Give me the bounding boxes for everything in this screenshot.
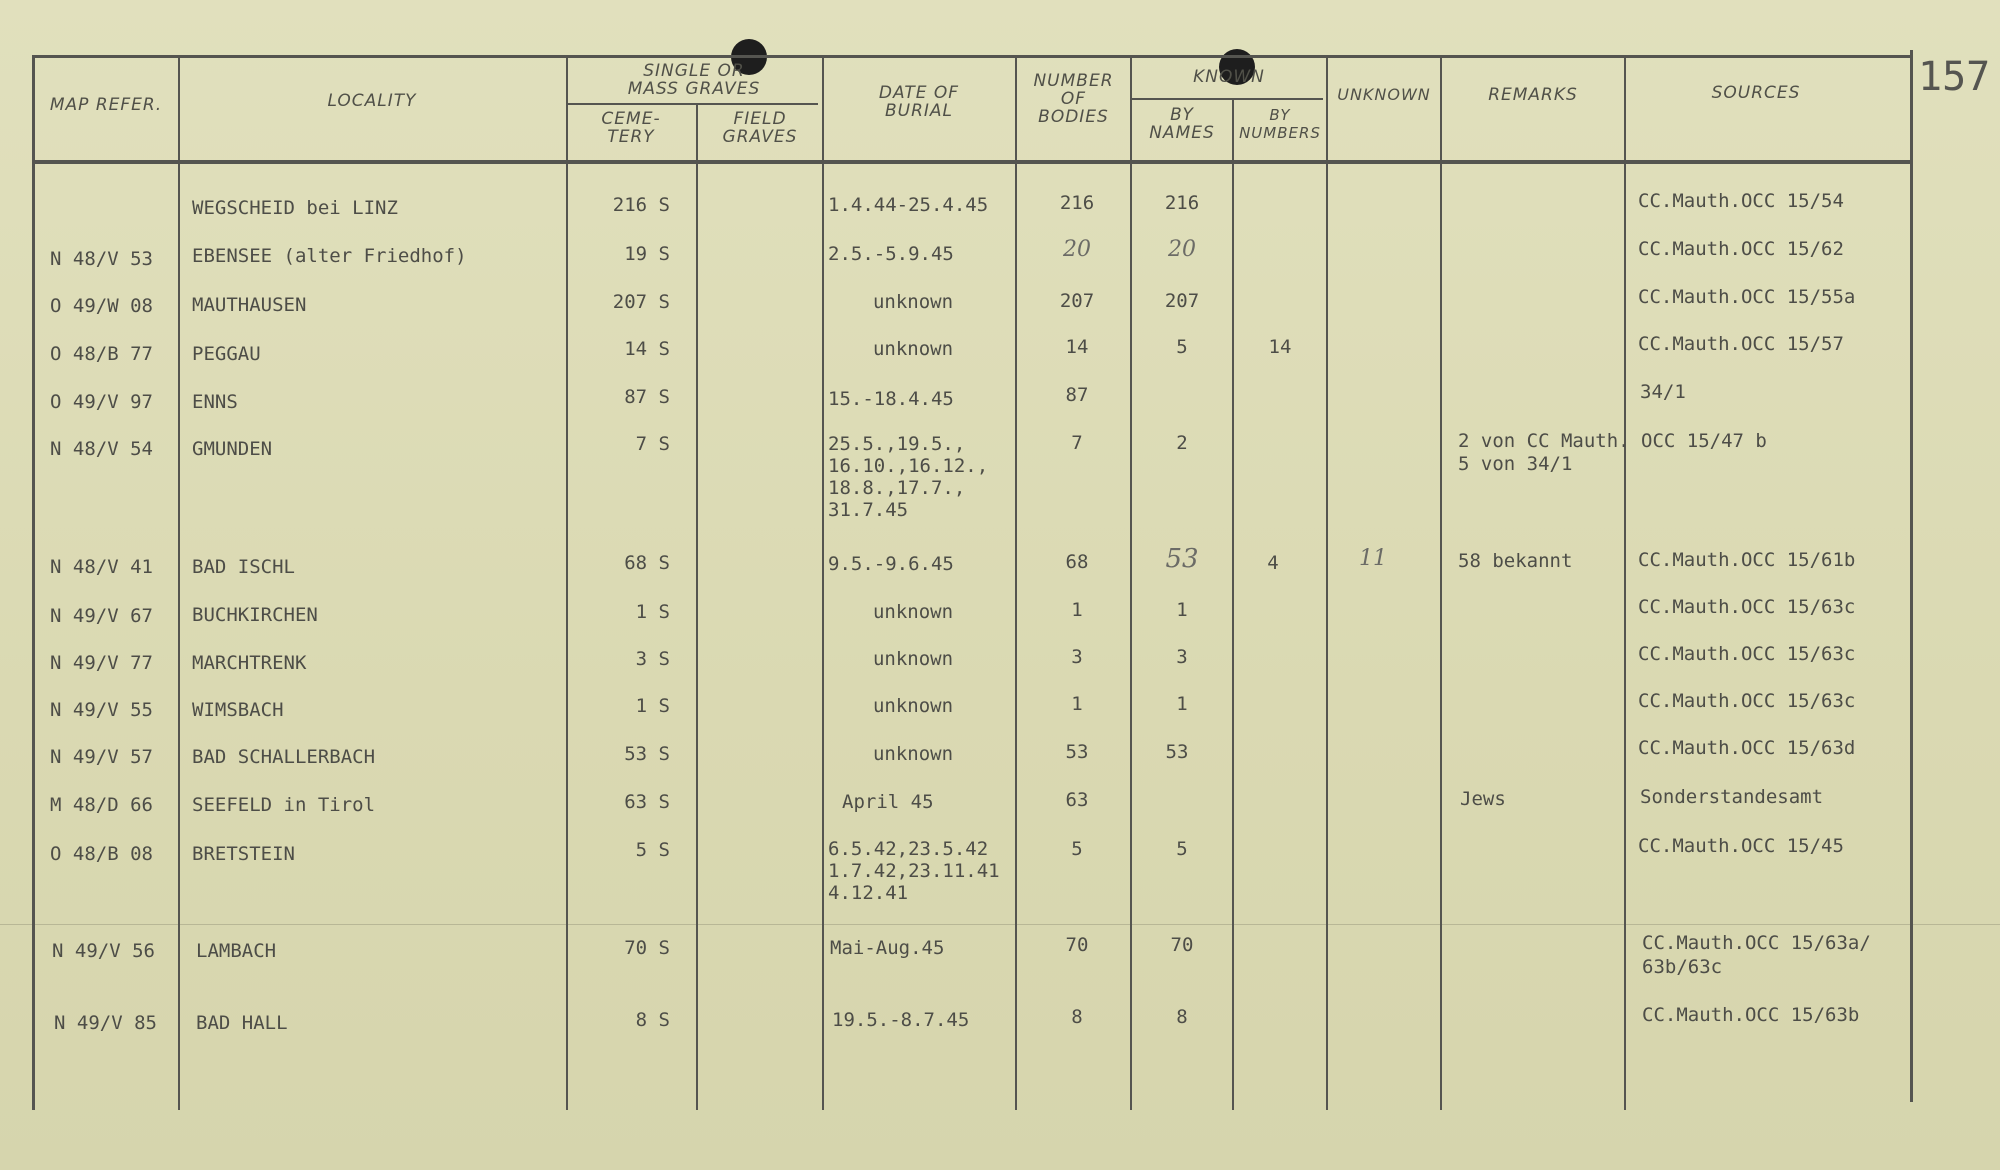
cell-by-names: 53 [1165, 544, 1199, 574]
cell-sources: CC.Mauth.OCC 15/57 [1638, 333, 1844, 355]
cell-locality: SEEFELD in Tirol [192, 794, 376, 816]
cell-map-ref: N 49/V 57 [50, 746, 153, 768]
cell-date: unknown [872, 743, 954, 765]
cell-locality: ENNS [192, 391, 238, 413]
graves-subheader-line [566, 103, 818, 105]
cell-map-ref: N 49/V 77 [50, 652, 153, 674]
header-unknown: UNKNOWN [1337, 85, 1431, 104]
cell-cemetery: 1 S [635, 601, 670, 623]
cell-sources: CC.Mauth.OCC 15/45 [1638, 835, 1844, 857]
cell-bodies: 70 [1065, 934, 1089, 956]
cell-by-names: 207 [1164, 290, 1200, 312]
cell-by-numbers: 4 [1267, 552, 1279, 574]
cell-date: 2.5.-5.9.45 [828, 243, 954, 265]
cell-map-ref: M 48/D 66 [50, 794, 153, 816]
cell-bodies: 3 [1071, 646, 1083, 668]
cell-locality: BUCHKIRCHEN [192, 604, 318, 626]
cell-bodies: 53 [1065, 741, 1089, 763]
cell-date: unknown [872, 291, 954, 313]
cell-map-ref: N 49/V 56 [52, 940, 155, 962]
column-divider [32, 55, 35, 1110]
cell-cemetery: 14 S [624, 338, 670, 360]
cell-cemetery: 1 S [635, 695, 670, 717]
cell-cemetery: 3 S [635, 648, 670, 670]
column-divider [822, 58, 824, 1110]
cell-locality: MAUTHAUSEN [192, 294, 307, 316]
header-map-reference: MAP REFER. [49, 95, 163, 115]
cell-cemetery: 207 S [612, 291, 670, 313]
cell-cemetery: 8 S [635, 1009, 670, 1031]
cell-by-names: 70 [1170, 934, 1194, 956]
known-subheader-line [1130, 98, 1323, 100]
cell-date: 25.5.,19.5., 16.10.,16.12., 18.8.,17.7., 31.7.45 [828, 433, 989, 521]
cell-locality: WIMSBACH [192, 699, 284, 721]
cell-bodies: 207 [1059, 290, 1095, 312]
header-cemetery: CEME- TERY [601, 109, 661, 147]
header-by-names: BY NAMES [1149, 105, 1215, 143]
cell-by-names: 3 [1176, 646, 1188, 668]
cell-locality: BAD HALL [196, 1012, 288, 1034]
header-bottom-border [32, 160, 1912, 164]
cell-by-names: 20 [1168, 237, 1196, 262]
cell-date: 9.5.-9.6.45 [828, 553, 954, 575]
cell-bodies: 63 [1065, 789, 1089, 811]
cell-date: 15.-18.4.45 [828, 388, 954, 410]
cell-locality: LAMBACH [196, 940, 277, 962]
cell-sources: CC.Mauth.OCC 15/54 [1638, 190, 1844, 212]
cell-by-names: 5 [1176, 336, 1188, 358]
cell-sources: CC.Mauth.OCC 15/63b [1642, 1004, 1860, 1026]
cell-cemetery: 216 S [612, 194, 670, 216]
cell-cemetery: 53 S [624, 743, 670, 765]
cell-sources: CC.Mauth.OCC 15/63a/ 63b/63c [1642, 932, 1871, 978]
cell-cemetery: 7 S [635, 433, 670, 455]
cell-sources: CC.Mauth.OCC 15/63d [1638, 737, 1856, 759]
cell-cemetery: 5 S [635, 839, 670, 861]
column-divider [1232, 99, 1234, 1110]
cell-remarks: Jews [1460, 788, 1506, 810]
header-number-of-bodies: NUMBER OF BODIES [1033, 71, 1114, 127]
header-known: KNOWN [1193, 67, 1265, 87]
cell-date: 19.5.-8.7.45 [832, 1009, 970, 1031]
cell-date: unknown [872, 648, 954, 670]
cell-map-ref: N 49/V 55 [50, 699, 153, 721]
cell-date: 6.5.42,23.5.42 1.7.42,23.11.41 4.12.41 [828, 838, 1000, 904]
cell-locality: BRETSTEIN [192, 843, 295, 865]
cell-locality: BAD ISCHL [192, 556, 295, 578]
header-date-of-burial: DATE OF BURIAL [878, 83, 960, 121]
cell-map-ref: N 48/V 53 [50, 248, 153, 270]
header-remarks: REMARKS [1488, 85, 1578, 105]
cell-date: 1.4.44-25.4.45 [828, 194, 989, 216]
cell-cemetery: 68 S [624, 552, 670, 574]
cell-map-ref: O 49/W 08 [50, 295, 153, 317]
cell-bodies: 1 [1071, 599, 1083, 621]
cell-sources: 34/1 [1640, 381, 1686, 403]
cell-bodies: 7 [1071, 432, 1083, 454]
cell-bodies: 1 [1071, 693, 1083, 715]
cell-bodies: 20 [1063, 237, 1091, 262]
header-by-numbers: BY NUMBERS [1239, 106, 1321, 142]
cell-bodies: 216 [1059, 192, 1095, 214]
cell-remarks: 2 von CC Mauth. OCC 15/47 b 5 von 34/1 [1458, 430, 1767, 475]
cell-bodies: 5 [1071, 838, 1083, 860]
cell-bodies: 8 [1071, 1006, 1083, 1028]
column-divider [566, 58, 568, 1110]
cell-map-ref: N 48/V 41 [50, 556, 153, 578]
cell-cemetery: 87 S [624, 386, 670, 408]
cell-bodies: 87 [1065, 384, 1089, 406]
cell-by-names: 1 [1176, 599, 1188, 621]
cell-locality: EBENSEE (alter Friedhof) [192, 245, 467, 267]
cell-locality: MARCHTRENK [192, 652, 307, 674]
table-top-border [32, 55, 1912, 58]
cell-date: unknown [872, 338, 954, 360]
cell-cemetery: 19 S [624, 243, 670, 265]
cell-sources: CC.Mauth.OCC 15/55a [1638, 286, 1856, 308]
cell-locality: WEGSCHEID bei LINZ [192, 197, 398, 219]
page-number: 157 [1918, 54, 1991, 100]
cell-cemetery: 63 S [624, 791, 670, 813]
cell-map-ref: N 49/V 67 [50, 605, 153, 627]
cell-date: April 45 [842, 791, 934, 813]
cell-locality: BAD SCHALLERBACH [192, 746, 376, 768]
fold-line [0, 924, 2000, 925]
cell-sources: CC.Mauth.OCC 15/62 [1638, 238, 1844, 260]
cell-unknown: 11 [1359, 546, 1387, 571]
cell-bodies: 68 [1065, 551, 1089, 573]
column-divider [1326, 58, 1328, 1110]
cell-by-names: 5 [1176, 838, 1188, 860]
column-divider [696, 104, 698, 1110]
column-divider [178, 58, 180, 1110]
cell-by-names: 2 [1176, 432, 1188, 454]
cell-by-names: 8 [1176, 1006, 1188, 1028]
cell-locality: PEGGAU [192, 343, 261, 365]
cell-by-names: 216 [1164, 192, 1200, 214]
header-field-graves: FIELD GRAVES [722, 109, 798, 147]
header-locality: LOCALITY [327, 91, 417, 111]
cell-date: unknown [872, 695, 954, 717]
cell-sources: CC.Mauth.OCC 15/63c [1638, 690, 1856, 712]
cell-remarks: 58 bekannt [1458, 550, 1573, 572]
cell-date: Mai-Aug.45 [830, 937, 945, 959]
cell-cemetery: 70 S [624, 937, 670, 959]
cell-by-names: 1 [1176, 693, 1188, 715]
cell-date: unknown [872, 601, 954, 623]
cell-map-ref: N 48/V 54 [50, 438, 153, 460]
cell-map-ref: N 49/V 85 [54, 1012, 157, 1034]
header-sources: SOURCES [1711, 83, 1801, 103]
cell-by-names: 53 [1165, 741, 1189, 763]
header-single-or-mass-graves: SINGLE OR MASS GRAVES [627, 61, 761, 99]
cell-bodies: 14 [1065, 336, 1089, 358]
cell-locality: GMUNDEN [192, 438, 273, 460]
cell-sources: CC.Mauth.OCC 15/63c [1638, 643, 1856, 665]
cell-sources: CC.Mauth.OCC 15/63c [1638, 596, 1856, 618]
table-right-border [1910, 50, 1913, 1102]
cell-by-numbers: 14 [1268, 336, 1292, 358]
cell-sources: CC.Mauth.OCC 15/61b [1638, 549, 1856, 571]
cell-sources: Sonderstandesamt [1640, 786, 1824, 808]
column-divider [1624, 58, 1626, 1110]
column-divider [1440, 58, 1442, 1110]
cell-map-ref: O 48/B 08 [50, 843, 153, 865]
cell-map-ref: O 48/B 77 [50, 343, 153, 365]
cell-map-ref: O 49/V 97 [50, 391, 153, 413]
